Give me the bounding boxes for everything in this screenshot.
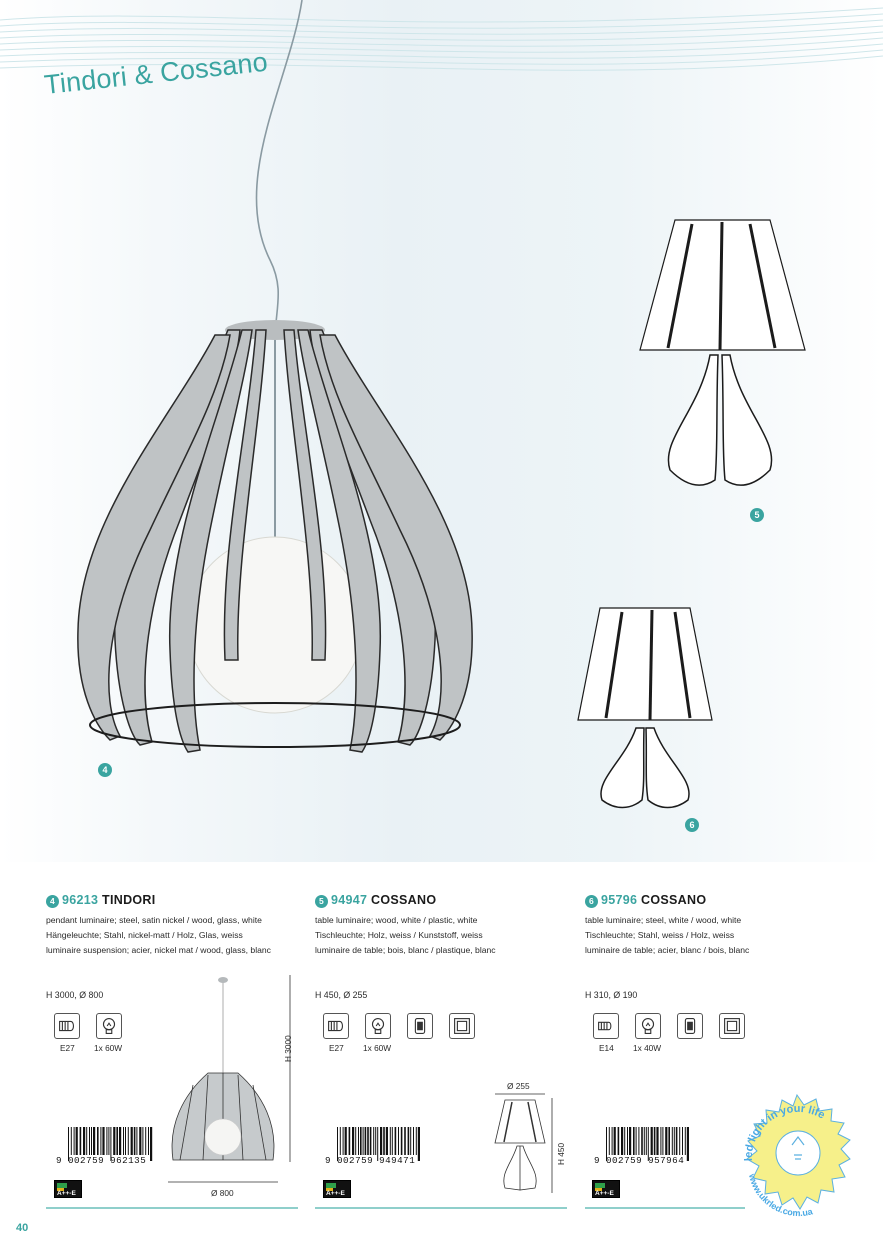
desc-line-fr: luminaire suspension; acier, nickel mat / wood, glass, blanc xyxy=(46,945,271,955)
barcode-bar xyxy=(612,1127,613,1155)
protection-class-icon xyxy=(719,1013,745,1039)
barcode-bar xyxy=(676,1127,678,1155)
product-description xyxy=(46,913,306,958)
barcode-bar xyxy=(352,1127,354,1155)
barcode-bar xyxy=(358,1127,359,1155)
product-heading xyxy=(315,893,575,908)
barcode-bar xyxy=(139,1127,141,1155)
product-number: 96213 xyxy=(62,893,99,907)
product-name: COSSANO xyxy=(371,893,437,907)
barcode-bar xyxy=(629,1127,631,1155)
product-marker: 4 xyxy=(46,895,59,908)
barcode-bar xyxy=(150,1127,152,1161)
barcode-bar xyxy=(644,1127,645,1155)
barcode-number: 9 002759 949471 xyxy=(325,1155,416,1166)
socket-label: E27 xyxy=(60,1043,75,1053)
barcode-bar xyxy=(662,1127,663,1155)
socket-label: E14 xyxy=(599,1043,614,1053)
energy-label xyxy=(54,1180,82,1198)
barcode-bar xyxy=(660,1127,661,1155)
product-number: 94947 xyxy=(331,893,368,907)
barcode-bar xyxy=(89,1127,90,1155)
product-marker-4: 4 xyxy=(98,763,112,777)
cossano-dimension-drawing xyxy=(490,1088,560,1198)
energy-class: A++-E xyxy=(326,1190,345,1197)
barcode-bar xyxy=(654,1127,656,1155)
page-title: Tindori & Cossano xyxy=(42,46,270,101)
e27-socket-icon xyxy=(54,1013,80,1039)
barcode-bar xyxy=(340,1127,341,1155)
product-column-cossano-95796 xyxy=(585,893,845,1053)
product-heading xyxy=(585,893,845,908)
bulb-icon xyxy=(96,1013,122,1039)
product-description xyxy=(585,913,845,958)
product-dimensions: H 450, Ø 255 xyxy=(315,990,368,1000)
barcode-bar xyxy=(401,1127,403,1155)
barcode-bar xyxy=(134,1127,136,1155)
seal-text: led light in your life xyxy=(742,1102,827,1162)
product-column-tindori xyxy=(46,893,306,1053)
barcode-bar xyxy=(624,1127,625,1155)
seal-url: www.ukrled.com.ua xyxy=(746,1172,814,1219)
barcode-bar xyxy=(636,1127,637,1155)
barcode-bar xyxy=(93,1127,95,1155)
wattage-label: 1x 60W xyxy=(94,1043,123,1053)
barcode-bar xyxy=(100,1127,101,1155)
height-dimension-label: H 3000 xyxy=(283,1035,293,1062)
barcode-bar xyxy=(380,1127,382,1155)
wattage-label: 1x 40W xyxy=(633,1043,662,1053)
barcode-bar xyxy=(80,1127,82,1155)
tindori-dimension-drawing xyxy=(168,975,298,1195)
product-heading xyxy=(46,893,306,908)
divider-line xyxy=(315,1207,567,1209)
barcode-bar xyxy=(349,1127,351,1155)
product-column-cossano-94947 xyxy=(315,893,575,1053)
diameter-dimension-label: Ø 800 xyxy=(211,1188,234,1198)
divider-line xyxy=(46,1207,298,1209)
barcode-bar xyxy=(86,1127,87,1155)
e14-socket-icon xyxy=(593,1013,619,1039)
product-marker-6: 6 xyxy=(685,818,699,832)
socket-label: E27 xyxy=(329,1043,344,1053)
barcode-bar xyxy=(679,1127,680,1155)
barcode-bar xyxy=(360,1127,362,1155)
barcode-bar xyxy=(674,1127,675,1155)
desc-line-fr: luminaire de table; acier, blanc / bois, blanc xyxy=(585,945,750,955)
barcode-bar xyxy=(116,1127,118,1155)
barcode-bar xyxy=(386,1127,388,1155)
tindori-pendant-image xyxy=(70,0,500,790)
barcode-bar xyxy=(113,1127,115,1155)
barcode-bar xyxy=(638,1127,639,1155)
barcode-bar xyxy=(74,1127,75,1155)
barcode-bar xyxy=(373,1127,374,1155)
barcode-bar xyxy=(106,1127,107,1155)
barcode-bar xyxy=(672,1127,673,1155)
product-name: TINDORI xyxy=(102,893,156,907)
barcode-bar xyxy=(621,1127,623,1155)
protection-class-icon xyxy=(449,1013,475,1039)
energy-label xyxy=(592,1180,620,1198)
barcode-bar xyxy=(614,1127,616,1155)
barcode-bar xyxy=(392,1127,393,1155)
e27-socket-icon xyxy=(323,1013,349,1039)
product-marker-5: 5 xyxy=(750,508,764,522)
desc-line-de: Tischleuchte; Holz, weiss / Kunststoff, weiss xyxy=(315,930,483,940)
barcode-bar xyxy=(383,1127,385,1155)
divider-line xyxy=(585,1207,745,1209)
barcode-bar xyxy=(685,1127,686,1155)
barcode-bar xyxy=(687,1127,689,1161)
product-dimensions: H 310, Ø 190 xyxy=(585,990,638,1000)
barcode-bar xyxy=(609,1127,610,1155)
barcode-bar xyxy=(367,1127,369,1155)
product-marker: 6 xyxy=(585,895,598,908)
barcode-bar xyxy=(355,1127,356,1155)
barcode-bar xyxy=(641,1127,643,1155)
barcode-bar xyxy=(128,1127,129,1155)
barcode-bar xyxy=(76,1127,78,1155)
barcode-bar xyxy=(665,1127,667,1155)
barcode-bar xyxy=(148,1127,149,1155)
barcode-bar xyxy=(102,1127,104,1155)
barcode-bar xyxy=(123,1127,124,1155)
barcode-bar xyxy=(413,1127,414,1155)
barcode-bar xyxy=(408,1127,410,1155)
barcode-bar xyxy=(404,1127,406,1155)
barcode-bar xyxy=(418,1127,420,1161)
barcode-bar xyxy=(136,1127,137,1155)
switch-icon xyxy=(677,1013,703,1039)
barcode-bar xyxy=(668,1127,670,1155)
barcode-bar xyxy=(142,1127,143,1155)
barcode-bar xyxy=(345,1127,347,1155)
energy-class: A++-E xyxy=(595,1190,614,1197)
barcode-bar xyxy=(682,1127,683,1155)
cossano-table-lamp-6-image xyxy=(570,600,720,815)
wattage-label: 1x 60W xyxy=(363,1043,392,1053)
product-dimensions: H 3000, Ø 800 xyxy=(46,990,104,1000)
barcode-bar xyxy=(375,1127,376,1155)
switch-icon xyxy=(407,1013,433,1039)
desc-line-de: Tischleuchte; Stahl, weiss / Holz, weiss xyxy=(585,930,735,940)
led-seal-watermark xyxy=(732,1093,862,1223)
barcode-bar xyxy=(410,1127,411,1155)
barcode-bar xyxy=(145,1127,146,1155)
barcode-bar xyxy=(627,1127,628,1155)
height-dimension-label: H 450 xyxy=(556,1142,566,1165)
barcode-number: 9 002759 962135 xyxy=(56,1155,147,1166)
product-name: COSSANO xyxy=(641,893,707,907)
cossano-table-lamp-5-image xyxy=(630,210,820,510)
barcode-bar xyxy=(91,1127,92,1155)
barcode-bar xyxy=(119,1127,121,1155)
desc-line-en: pendant luminaire; steel, satin nickel / wood, glass, white xyxy=(46,915,262,925)
barcode-bar xyxy=(395,1127,397,1155)
barcode-number: 9 002759 957964 xyxy=(594,1155,685,1166)
barcode-bar xyxy=(125,1127,126,1155)
barcode-bar xyxy=(343,1127,344,1155)
product-marker: 5 xyxy=(315,895,328,908)
desc-line-en: table luminaire; steel, white / wood, white xyxy=(585,915,742,925)
barcode-bar xyxy=(108,1127,109,1155)
barcode-bar xyxy=(618,1127,620,1155)
barcode-bar xyxy=(97,1127,99,1155)
bulb-icon xyxy=(635,1013,661,1039)
barcode-bar xyxy=(131,1127,133,1155)
diameter-dimension-label: Ø 255 xyxy=(507,1081,530,1091)
product-description xyxy=(315,913,575,958)
barcode-bar xyxy=(71,1127,72,1155)
barcode-bar xyxy=(83,1127,85,1155)
barcode-bar xyxy=(656,1127,658,1155)
barcode-bar xyxy=(363,1127,364,1155)
energy-label xyxy=(323,1180,351,1198)
barcode-bar xyxy=(646,1127,647,1155)
desc-line-fr: luminaire de table; bois, blanc / plastique, blanc xyxy=(315,945,496,955)
page-number: 40 xyxy=(16,1222,29,1234)
barcode-bar xyxy=(651,1127,653,1155)
barcode-bar xyxy=(633,1127,635,1155)
barcode-bar xyxy=(416,1127,417,1155)
product-number: 95796 xyxy=(601,893,638,907)
bulb-icon xyxy=(365,1013,391,1039)
barcode-bar xyxy=(365,1127,367,1155)
desc-line-en: table luminaire; wood, white / plastic, white xyxy=(315,915,478,925)
desc-line-de: Hängeleuchte; Stahl, nickel-matt / Holz, Glas, weiss xyxy=(46,930,243,940)
barcode-bar xyxy=(370,1127,372,1155)
barcode-bar xyxy=(398,1127,399,1155)
energy-class: A++-E xyxy=(57,1190,76,1197)
barcode-bar xyxy=(390,1127,391,1155)
